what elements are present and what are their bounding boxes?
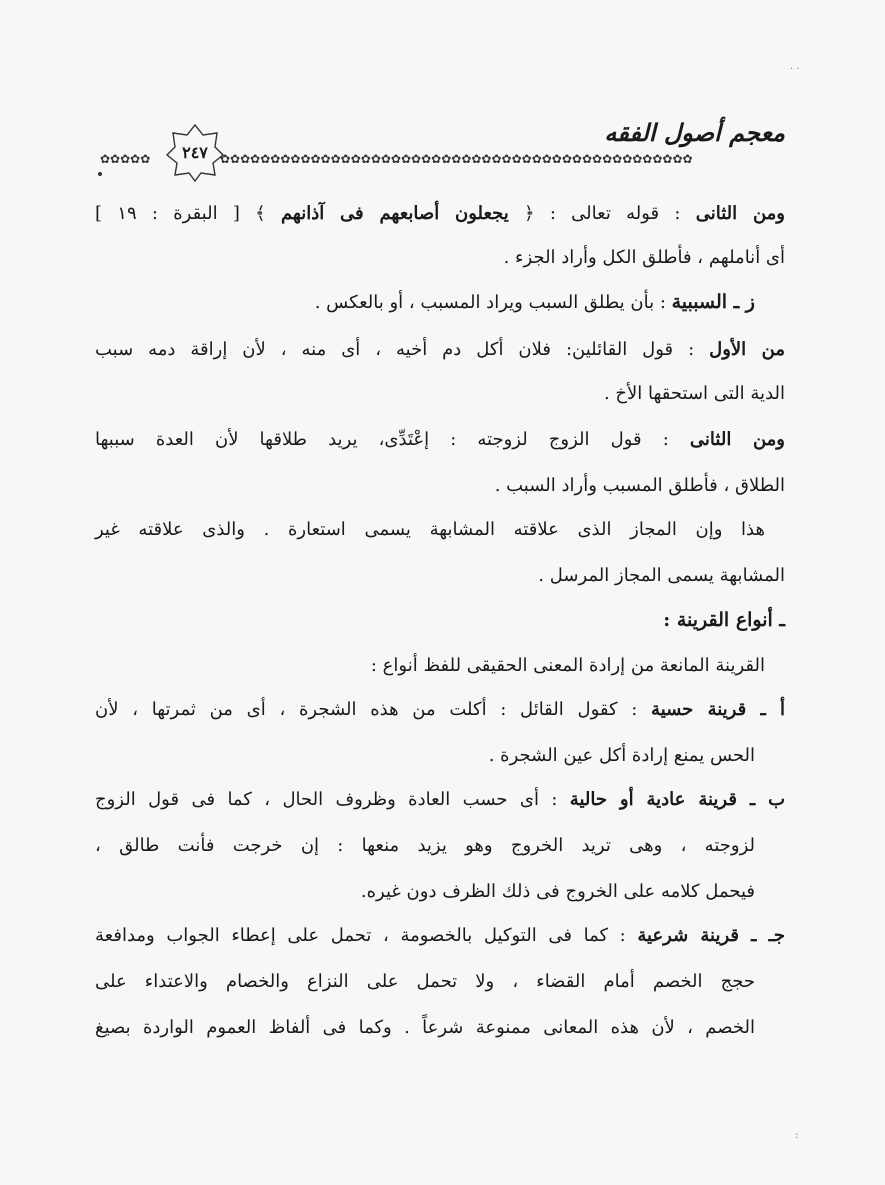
body-line-15: لزوجته ، وهى تريد الخروج وهو يزيد منعها : إن خرجت فأنت طالق ،: [95, 835, 755, 856]
page-number: ٢٤٧: [182, 143, 208, 162]
page-number-badge: [165, 123, 225, 183]
body-line-7: الطلاق ، فأطلق المسبب وأراد السبب .: [494, 475, 785, 496]
body-line-13: الحس يمنع إرادة أكل عين الشجرة .: [488, 745, 755, 766]
body-line-8: هذا وإن المجاز الذى علاقته المشابهة يسمى استعارة . والذى علاقته غير: [95, 519, 765, 540]
body-line-2: أى أناملهم ، فأطلق الكل وأراد الجزء .: [503, 247, 785, 268]
term-label: من الأول: [709, 339, 785, 360]
body-line-12: [95, 697, 785, 723]
item-label: جـ ـ قرينة شرعية: [637, 925, 786, 946]
running-header-title: معجم أصول الفقه: [604, 118, 785, 147]
line-text: : قول الزوج لزوجته : إعْتَدِّى، يريد طلاقها لأن العدة سببها: [95, 429, 690, 450]
body-line-1: [95, 201, 785, 227]
body-line-17: [95, 923, 785, 949]
body-line-4: [95, 337, 785, 363]
body-line-18: حجج الخصم أمام القضاء ، ولا تحمل على النزاع والخصام والاعتداء على: [95, 971, 755, 992]
line-text: : قوله تعالى : ﴿: [508, 203, 696, 224]
line-text: : كقول القائل : أكلت من هذه الشجرة ، أى من ثمرتها ، لأن: [95, 699, 652, 720]
item-label: ب ـ قرينة عادية أو حالية: [569, 789, 786, 810]
line-text: : أى حسب العادة وظروف الحال ، كما فى قول الزوج: [95, 789, 570, 810]
body-line-19: الخصم ، لأن هذه المعانى ممنوعة شرعاً . وكما فى ألفاظ العموم الواردة بصيغ: [95, 1017, 755, 1038]
quran-quote: يجعلون أصابعهم فى آذانهم: [280, 203, 509, 224]
body-line-11: القرينة المانعة من إرادة المعنى الحقيقى للفظ أنواع :: [370, 655, 765, 676]
scan-mark: · ·: [790, 64, 800, 75]
ornament-left: ✿✿✿✿✿: [100, 152, 151, 166]
body-line-5: الدية التى استحقها الأخ .: [603, 383, 785, 404]
term-label: ومن الثانى: [689, 429, 786, 450]
line-text: : بأن يطلق السبب ويراد المسبب ، أو بالعكس .: [314, 292, 672, 313]
body-line-3: [315, 289, 755, 316]
margin-dot: [98, 172, 102, 176]
line-text: ﴾ [ البقرة : ١٩ ]: [95, 203, 281, 224]
line-text: : قول القائلين: فلان أكل دم أخيه ، أى منه ، لأن إراقة دمه سبب: [95, 339, 710, 360]
body-line-9: المشابهة يسمى المجاز المرسل .: [538, 565, 785, 586]
body-line-6: [95, 427, 785, 453]
section-heading: ـ أنواع القرينة :: [663, 609, 785, 631]
item-label: أ ـ قرينة حسية: [651, 699, 785, 720]
section-label: ز ـ السببية: [671, 291, 755, 313]
scan-mark-bottom: :: [795, 1130, 799, 1141]
body-line-16: فيحمل كلامه على الخروج فى ذلك الظرف دون غيره.: [360, 881, 755, 902]
term-label: ومن الثانى: [695, 203, 785, 224]
line-text: : كما فى التوكيل بالخصومة ، تحمل على إعطاء الجواب ومدافعة: [95, 925, 638, 946]
ornament-right: ✿✿✿✿✿✿✿✿✿✿✿✿✿✿✿✿✿✿✿✿✿✿✿✿✿✿✿✿✿✿✿✿✿✿✿✿✿✿✿✿✿✿✿✿✿✿✿: [220, 152, 693, 166]
body-line-14: [95, 787, 785, 813]
